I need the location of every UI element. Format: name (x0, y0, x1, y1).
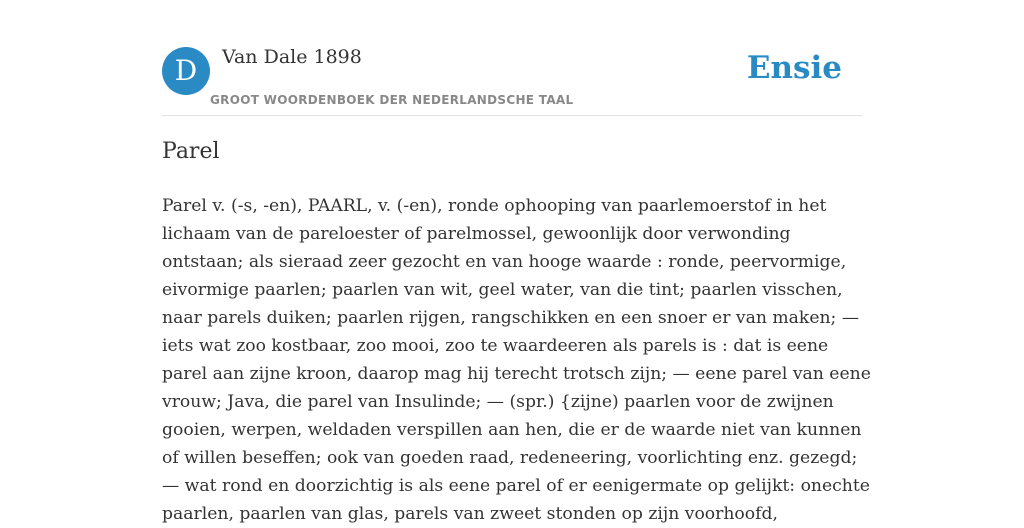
definition-line: parel aan zijne kroon, daarop mag hij terecht trotsch zijn; — eene parel van eene (162, 364, 871, 384)
definition-line: paarlen, paarlen van glas, parels van zweet stonden op zijn voorhoofd, (162, 504, 778, 524)
definition-line: — wat rond en doorzichtig is als eene parel of er eenigermate op gelijkt: onechte (162, 476, 870, 496)
definition-line: vrouw; Java, die parel van Insulinde; — (spr.) {zijne) paarlen voor de zwijnen (162, 392, 834, 412)
definition-line: eivormige paarlen; paarlen van wit, geel water, van die tint; paarlen visschen, (162, 280, 843, 300)
dictionary-title[interactable]: Van Dale 1898 (222, 46, 362, 68)
dictionary-subtitle: GROOT WOORDENBOEK DER NEDERLANDSCHE TAAL (210, 93, 574, 107)
definition-line: iets wat zoo kostbaar, zoo mooi, zoo te waardeeren als parels is : dat is eene (162, 336, 829, 356)
definition-line: lichaam van de pareloester of parelmossel, gewoonlijk door verwonding (162, 224, 791, 244)
dictionary-avatar[interactable]: D (162, 47, 210, 95)
ensie-logo[interactable]: Ensie (746, 50, 842, 86)
definition-line: of willen beseffen; ook van goeden raad, redeneering, voorlichting enz. gezegd; (162, 448, 858, 468)
entry-title: Parel (162, 139, 220, 164)
dictionary-header (162, 46, 862, 116)
header-divider (162, 115, 862, 116)
definition-line: ontstaan; als sieraad zeer gezocht en van hooge waarde : ronde, peervormige, (162, 252, 847, 272)
definition-line: Parel v. (-s, -en), PAARL, v. (-en), ronde ophooping van paarlemoerstof in het (162, 196, 827, 216)
definition-line: naar parels duiken; paarlen rijgen, rangschikken en een snoer er van maken; — (162, 308, 860, 328)
entry-definition (162, 192, 871, 528)
definition-line: gooien, werpen, weldaden verspillen aan hen, die er de waarde niet van kunnen (162, 420, 862, 440)
